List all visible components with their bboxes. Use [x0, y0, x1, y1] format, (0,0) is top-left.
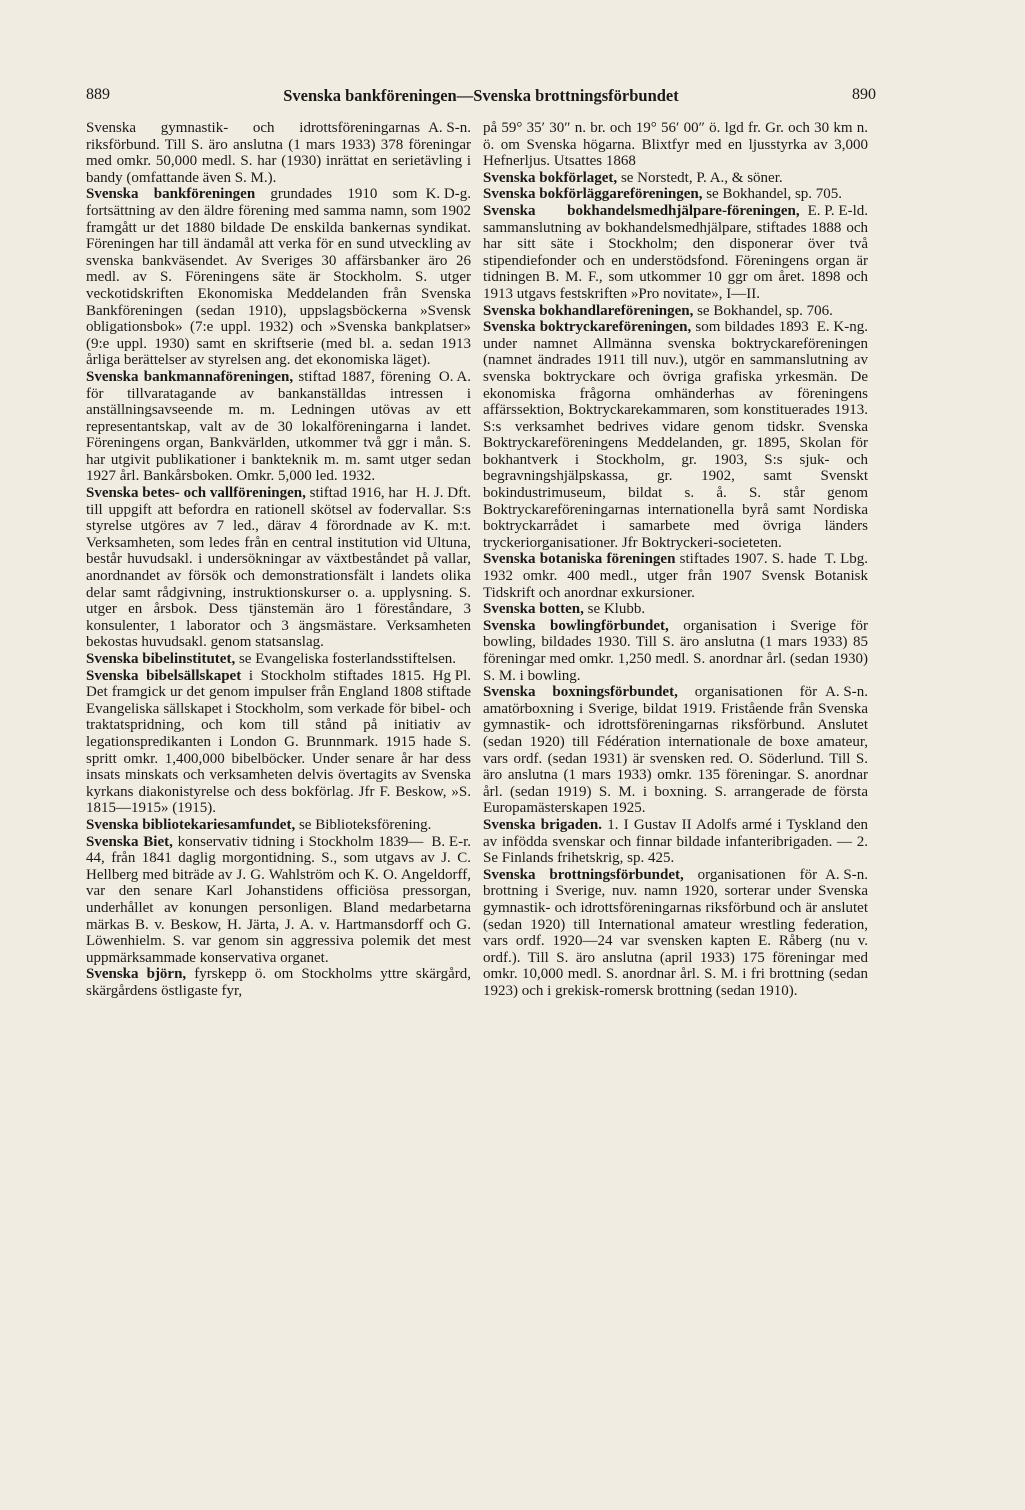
entry-headword: Svenska bokförläggareföreningen, — [483, 186, 703, 203]
entry-headword: Svenska botten, — [483, 601, 584, 618]
entry-headword: Svenska boxningsförbundet, — [483, 684, 678, 701]
article-entry — [483, 303, 868, 320]
entry-headword: Svenska brigaden. — [483, 816, 602, 833]
entry-headword: Svenska bankmannaföreningen, — [86, 368, 294, 385]
author-signature: E. P. E-ld. — [807, 202, 868, 219]
author-signature: A. S-n. — [428, 120, 471, 136]
article-entry — [86, 817, 471, 834]
entry-headword: Svenska Biet, — [86, 833, 173, 850]
article-entry — [483, 601, 868, 618]
entry-text: fyrskepp ö. om Stockholms yttre skärgård, skärgårdens östligaste fyr, — [86, 966, 471, 999]
entry-headword: Svenska bokhandlareföreningen, — [483, 302, 694, 319]
entry-headword: Svenska bowlingförbundet, — [483, 617, 669, 634]
entry-text: organisationen för brottning i Sverige, nuv. namn 1920, sorterar under Svenska gymnastik- och idrottsföreningarnas riksförbund och är anslutet (sedan 1920) till International amateur wrestling federation, vars ordf. 1920—24 var svensken kapten E. Råberg (nu v. ordf.). Till S. äro anslutna (april 1933) 175 föreningar med omkr. 10,000 medl. S. anordnar årl. S. M. i fri brottning (sedan 1923) och i grekisk-romersk brottning (sedan 1910). — [483, 866, 868, 999]
article-entry — [86, 485, 471, 651]
entry-text: 1. I Gustav II Adolfs armé i Tyskland den av infödda svenskar och finnar bildade infanteribrigaden. — 2. Se Finlands frihetskrig, sp. 425. — [483, 816, 868, 867]
entry-headword: Svenska bibelsällskapet — [86, 667, 242, 684]
entry-text: se Klubb. — [583, 601, 646, 618]
article-entry — [483, 817, 868, 867]
author-signature: Hg Pl. — [432, 667, 471, 684]
entry-text: i Stockholm stiftades 1815. Det framgick ur det genom impulser från England 1808 stiftade Evangeliska sällskapet i Stockholm, som verkade för bibel- och traktatspridning, och kom till stånd på initiativ av legationspredikanten i London G. Brunnmark. 1915 hade S. spritt omkr. 1,400,000 bibelböcker. Under senare år har dess insats minskats och verksamheten delvis övertagits av Svenska kyrkans diakonistyrelse och dess bokförlag. Jfr F. Beskow, »S. 1815—1915» (1915). — [86, 667, 471, 817]
entry-headword: Svenska botaniska föreningen — [483, 551, 676, 568]
entry-text: se Norstedt, P. A., & söner. — [617, 169, 783, 186]
entry-headword: Svenska bankföreningen — [86, 186, 256, 203]
entry-text: konservativ tidning i Stockholm 1839—44, från 1841 daglig morgontidning. S., som utgavs av J. C. Hellberg med biträde av J. G. Wahlström och K. O. Angeldorff, var den senare Karl Johanstidens officiösa pressorgan, underhållet av konungen personligen. Bland medarbetarna märkas B. v. Beskow, H. Järta, J. A. v. Hartmansdorff och G. Löwenhielm. S. var genom sin aggressiva polemik det mest uppmärksammade konservativa organet. — [86, 833, 471, 966]
entry-headword: Svenska bokhandelsmedhjälpare-föreningen, — [483, 202, 800, 219]
article-entry — [483, 684, 868, 817]
entry-text: se Bokhandel, sp. 706. — [693, 302, 833, 319]
author-signature: O. A. — [438, 368, 471, 385]
article-entry — [483, 551, 868, 601]
article-entry — [483, 186, 868, 203]
entry-text: som bildades 1893 under namnet Allmänna svenska boktryckareföreningen (namnet ändrades 1911 till nuv.), utgör en sammanslutning av svenska boktryckare och övriga grafiska yrkesmän. De ekonomiska frågorna omhänderhas av föreningens affärssektion, Boktryckarekammaren, som konstituerades 1913. S:s verksamhet bedrives vidare genom tidskr. Svenska Boktryckareföreningens Meddelanden, gr. 1895, Skolan för bokhantverk i Stockholm, gr. 1903, S:s sjuk- och begravningshjälpskassa, gr. 1902, samt Svenskt bokindustrimuseum, bildat s. å. S. står genom Boktryckareföreningarnas internationella byrå samt Nordiska boktryckarrådet i samarbete med övriga länders tryckeriorganisationer. Jfr Boktryckeri-societeten. — [483, 319, 868, 551]
author-signature: A. S-n. — [825, 866, 868, 883]
entry-text: Svenska gymnastik- och idrottsföreningarnas riksförbund. Till S. äro anslutna (1 mars 1933) 378 föreningar med omkr. 50,000 medl. S. har (1930) inrättat en serietävling i bandy (omfattande även S. M.). — [86, 120, 471, 186]
page-number-left: 889 — [86, 86, 110, 103]
author-signature: K. D-g. — [425, 186, 471, 203]
article-entry — [483, 120, 868, 170]
entry-headword: Svenska bokförlaget, — [483, 169, 618, 186]
article-entry — [86, 966, 471, 999]
article-entry — [86, 369, 471, 485]
entry-text: grundades 1910 som fortsättning av den äldre förening med samma namn, som 1902 framgått ur det 1880 bildade De enskilda bankernas syndikat. Föreningen har till ändamål att verka för en sund utveckling av svenska bankväsendet. Av Sveriges 30 affärsbanker äro 26 medl. av S. Föreningens säte är Stockholm. S. utger veckotidskriften Ekonomiska Meddelanden från Svenska Bankföreningen (sedan 1910), uppslagsböckerna »Svensk obligationsbok» (7:e uppl. 1932) och »Svenska bankplatser» (9:e uppl. 1930) samt en skriftserie (med bl. a. sedan 1913 årliga berättelser av styrelsen ang. det ekonomiska läget). — [86, 186, 471, 369]
entry-text: stiftades 1907. S. hade 1932 omkr. 400 medl., utger från 1907 Svensk Botanisk Tidskrift och anordnar exkursioner. — [483, 551, 868, 601]
article-entry — [483, 203, 868, 303]
running-title: Svenska bankföreningen—Svenska brottningsförbundet — [283, 86, 679, 105]
right-column — [483, 120, 868, 999]
entry-text: stiftad 1916, har till uppgift att befordra en rationell skötsel av fodervallar. S:s styrelse utgöres av 7 led., därav 4 förordnade av K. m:t. Verksamheten, som ledes från en central institution vid Ultuna, består huvudsakl. i undersökningar av växtbeståndet på vallar, anordnandet av försök och demonstrationsfält i landets olika delar samt rådgivning, instruktionskurser o. a. upplysning. S. utger en årsbok. Dess tjänstemän äro 1 föreståndare, 3 konsulenter, 1 laborator och 3 ängsmästare. Verksamheten bekostas huvudsakl. genom statsanslag. — [86, 485, 471, 651]
article-entry — [483, 867, 868, 1000]
entry-headword: Svenska bibliotekariesamfundet, — [86, 816, 296, 833]
article-entry — [483, 319, 868, 551]
article-entry — [86, 186, 471, 369]
author-signature: T. Lbg. — [824, 551, 868, 568]
author-signature: B. E-r. — [431, 833, 471, 850]
entry-headword: Svenska betes- och vallföreningen, — [86, 485, 306, 502]
entry-text: se Bokhandel, sp. 705. — [702, 186, 843, 203]
entry-headword: Svenska brottningsförbundet, — [483, 866, 684, 883]
author-signature: H. J. Dft. — [415, 485, 471, 502]
author-signature: A. S-n. — [825, 684, 868, 701]
entry-text: på 59° 35′ 30″ n. br. och 19° 56′ 00″ ö. lgd fr. Gr. och 30 km n. ö. om Svenska högarna. Blixtfyr med en ljusstyrka av 3,000 Hefnerljus. Utsattes 1868 — [483, 120, 868, 170]
article-entry — [86, 668, 471, 817]
entry-headword: Svenska bibelinstitutet, — [86, 651, 236, 667]
page-number-right: 890 — [852, 86, 876, 103]
article-entry — [86, 120, 471, 186]
entry-text: se Biblioteksförening. — [295, 816, 432, 833]
entry-text: organisation i Sverige för bowling, bildades 1930. Till S. äro anslutna (1 mars 1933) 85 föreningar med omkr. 1,250 medl. S. anordnar årl. (sedan 1930) S. M. i bowling. — [483, 617, 868, 684]
entry-text: sammanslutning av bokhandelsmedhjälpare, stiftades 1888 och har sitt säte i Stockholm; den disponerar över två stipendiefonder och en understödsfond. Föreningens organ är tidningen B. M. F., som utkommer 10 ggr om året. 1898 och 1913 utgavs festskriften »Pro novitate», I—II. — [483, 219, 868, 302]
entry-text: stiftad 1887, förening för tillvaratagande av bankanställdas intressen i anställningsavseende m. m. Ledningen utövas av ett representantskap, valt av de 30 lokalföreningarna i landet. Föreningens organ, Bankvärlden, utkommer två ggr i mån. S. har utgivit publikationer i bankteknik m. m. samt utger sedan 1927 årl. Bankårsboken. Omkr. 5,000 led. 1932. — [86, 368, 471, 485]
left-column — [86, 120, 471, 999]
article-entry — [483, 170, 868, 187]
author-signature: E. K-ng. — [816, 319, 868, 336]
article-entry — [86, 651, 471, 668]
entry-headword: Svenska boktryckareföreningen, — [483, 319, 692, 336]
entry-headword: Svenska björn, — [86, 966, 187, 983]
page-header — [86, 86, 876, 114]
article-entry — [86, 834, 471, 967]
entry-text: se Evangeliska fosterlandsstiftelsen. — [235, 651, 456, 667]
entry-text: organisationen för amatörboxning i Sverige, bildat 1919. Fristående från Svenska gymnastik- och idrottsföreningarnas riksförbund. Anslutet (sedan 1920) till Fédération internationale de boxe amateur, vars ordf. (sedan 1931) är svensken red. O. Söderlund. Till S. äro anslutna (1 mars 1933) omkr. 135 föreningar. S. anordnar årl. (sedan 1919) S. M. i boxning. S. arrangerade de första Europamästerskapen 1925. — [483, 684, 868, 817]
article-entry — [483, 618, 868, 684]
